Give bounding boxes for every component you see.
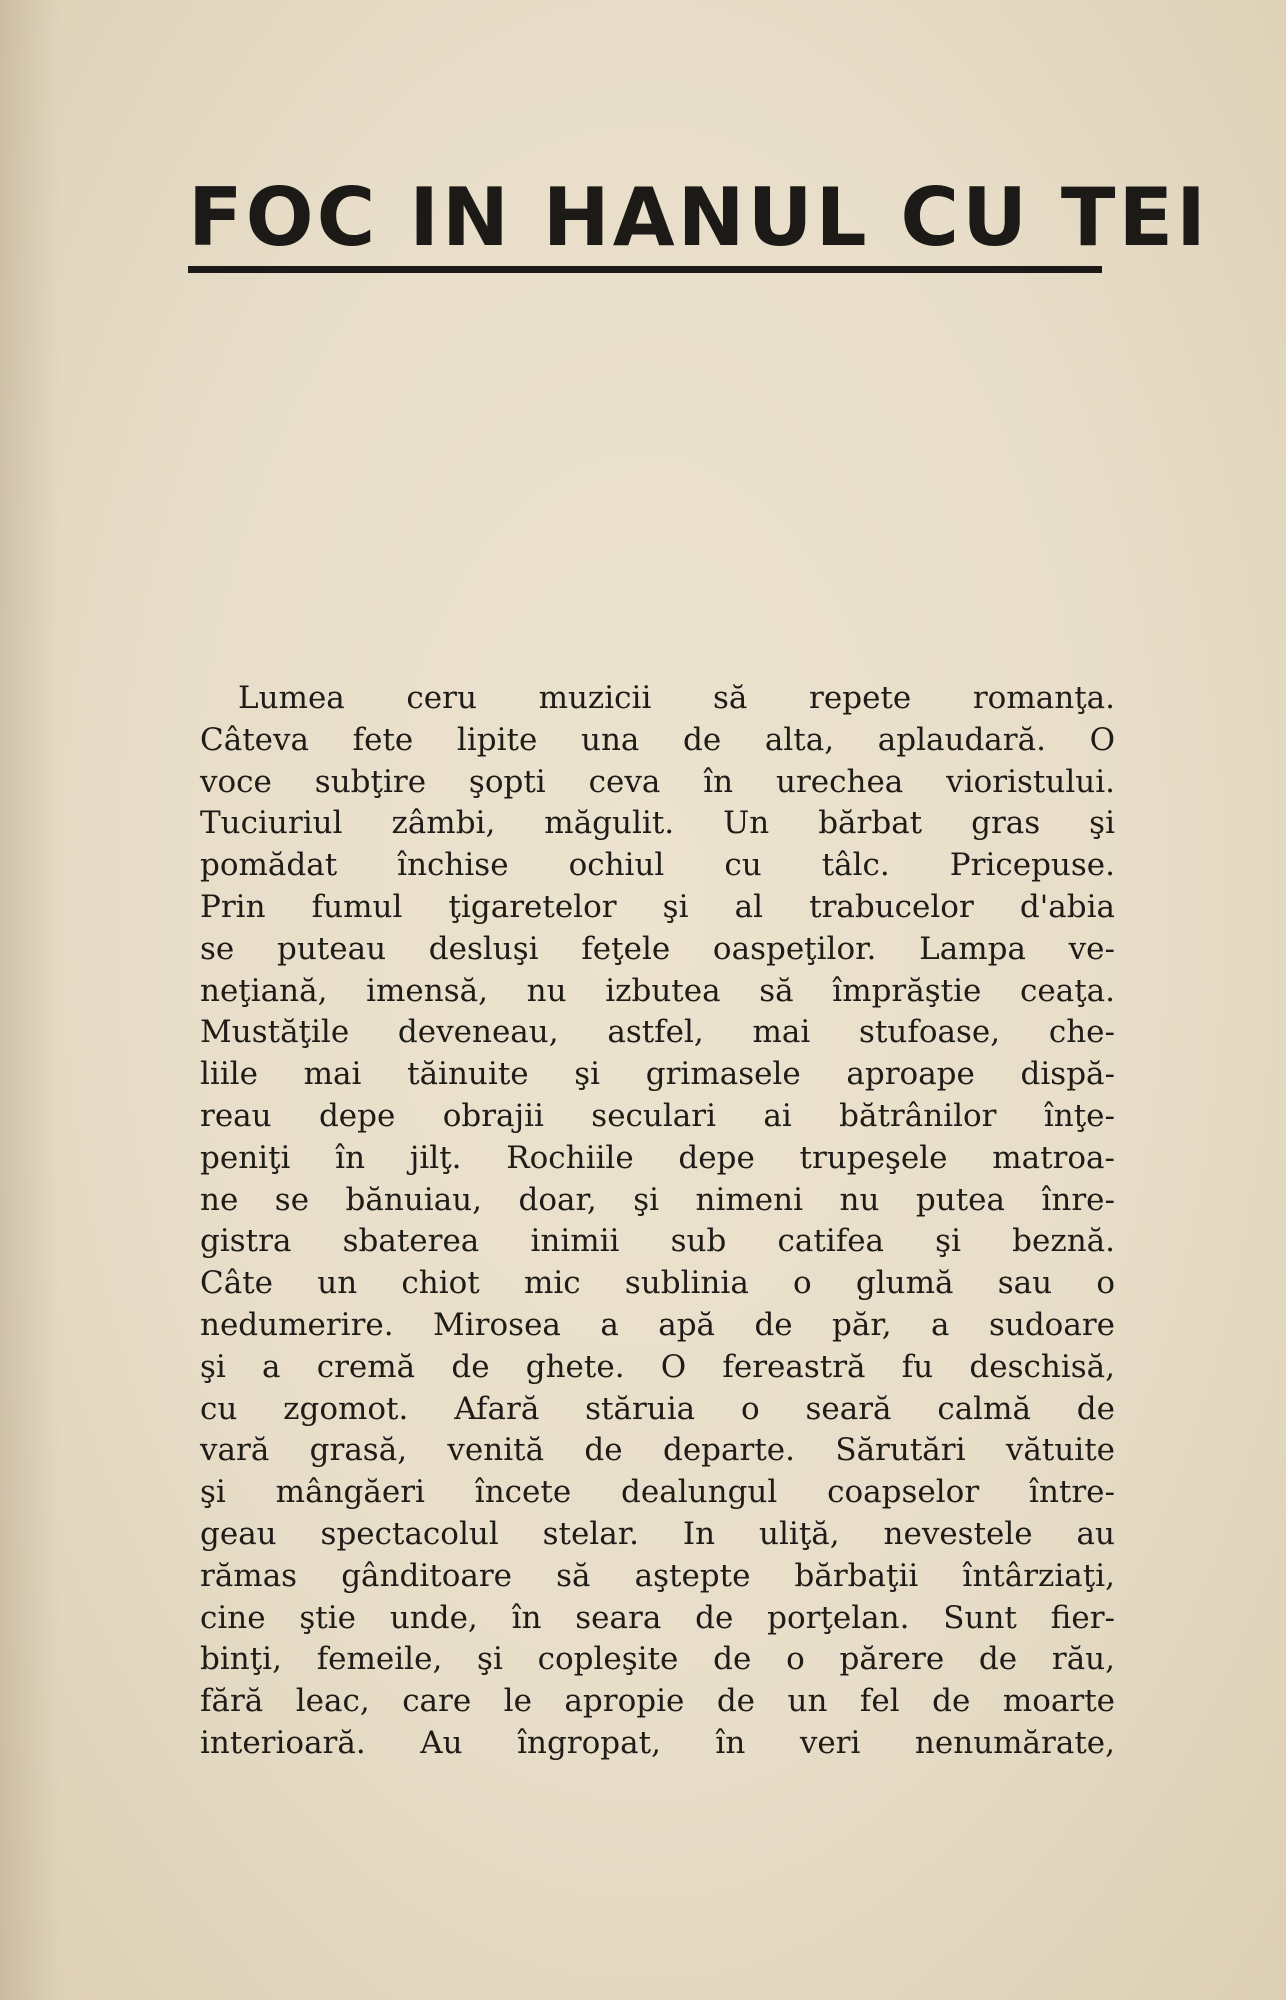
text-line: voce subţire şopti ceva în urechea vioristului. xyxy=(200,763,1115,800)
text-line: liile mai tăinuite şi grimasele aproape dispă- xyxy=(200,1056,1115,1093)
text-line: Câte un chiot mic sublinia o glumă sau o xyxy=(200,1265,1115,1302)
text-line: nedumerire. Mirosea a apă de păr, a sudoare xyxy=(200,1306,1115,1343)
text-line: Tuciuriul zâmbi, măgulit. Un bărbat gras şi xyxy=(200,805,1115,842)
text-line: gistra sbaterea inimii sub catifea şi beznă. xyxy=(200,1223,1115,1260)
text-line: neţiană, imensă, nu izbutea să împrăştie ceaţa. xyxy=(200,972,1115,1009)
chapter-title: FOC IN HANUL CU TEI xyxy=(188,171,1209,264)
text-line: geau spectacolul stelar. In uliţă, nevestele au xyxy=(200,1515,1115,1552)
chapter-body-text xyxy=(200,678,1115,1765)
text-line: se puteau desluşi feţele oaspeţilor. Lampa ve- xyxy=(200,930,1115,967)
text-line: Mustăţile deveneau, astfel, mai stufoase, che- xyxy=(200,1014,1115,1051)
text-line: cu zgomot. Afară stăruia o seară calmă de xyxy=(200,1390,1115,1427)
text-line: şi a cremă de ghete. O fereastră fu deschisă, xyxy=(200,1348,1115,1385)
text-line: rămas gânditoare să aştepte bărbaţii întârziaţi, xyxy=(200,1557,1115,1594)
title-underline-rule xyxy=(188,266,1102,273)
text-line: Lumea ceru muzicii să repete romanţa. xyxy=(238,680,1115,716)
text-line: ne se bănuiau, doar, şi nimeni nu putea înre- xyxy=(200,1181,1115,1218)
page-spine-shadow xyxy=(0,0,60,2000)
text-line: Câteva fete lipite una de alta, aplaudară. O xyxy=(200,721,1115,758)
text-line: cine ştie unde, în seara de porţelan. Sunt fier- xyxy=(200,1599,1115,1636)
text-line: peniţi în jilţ. Rochiile depe trupeşele matroa- xyxy=(200,1139,1115,1176)
text-line: reau depe obrajii seculari ai bătrânilor înţe- xyxy=(200,1097,1115,1134)
text-line: fără leac, care le apropie de un fel de moarte xyxy=(200,1683,1115,1720)
text-line: binţi, femeile, şi copleşite de o părere de rău, xyxy=(200,1641,1115,1678)
text-line: Prin fumul ţigaretelor şi al trabucelor d'abia xyxy=(200,888,1115,925)
text-line: pomădat închise ochiul cu tâlc. Pricepuse. xyxy=(200,847,1115,884)
text-line: şi mângăeri încete dealungul coapselor între- xyxy=(200,1474,1115,1511)
text-line: interioară. Au îngropat, în veri nenumărate, xyxy=(200,1724,1115,1761)
text-line: vară grasă, venită de departe. Sărutări vătuite xyxy=(200,1432,1115,1469)
